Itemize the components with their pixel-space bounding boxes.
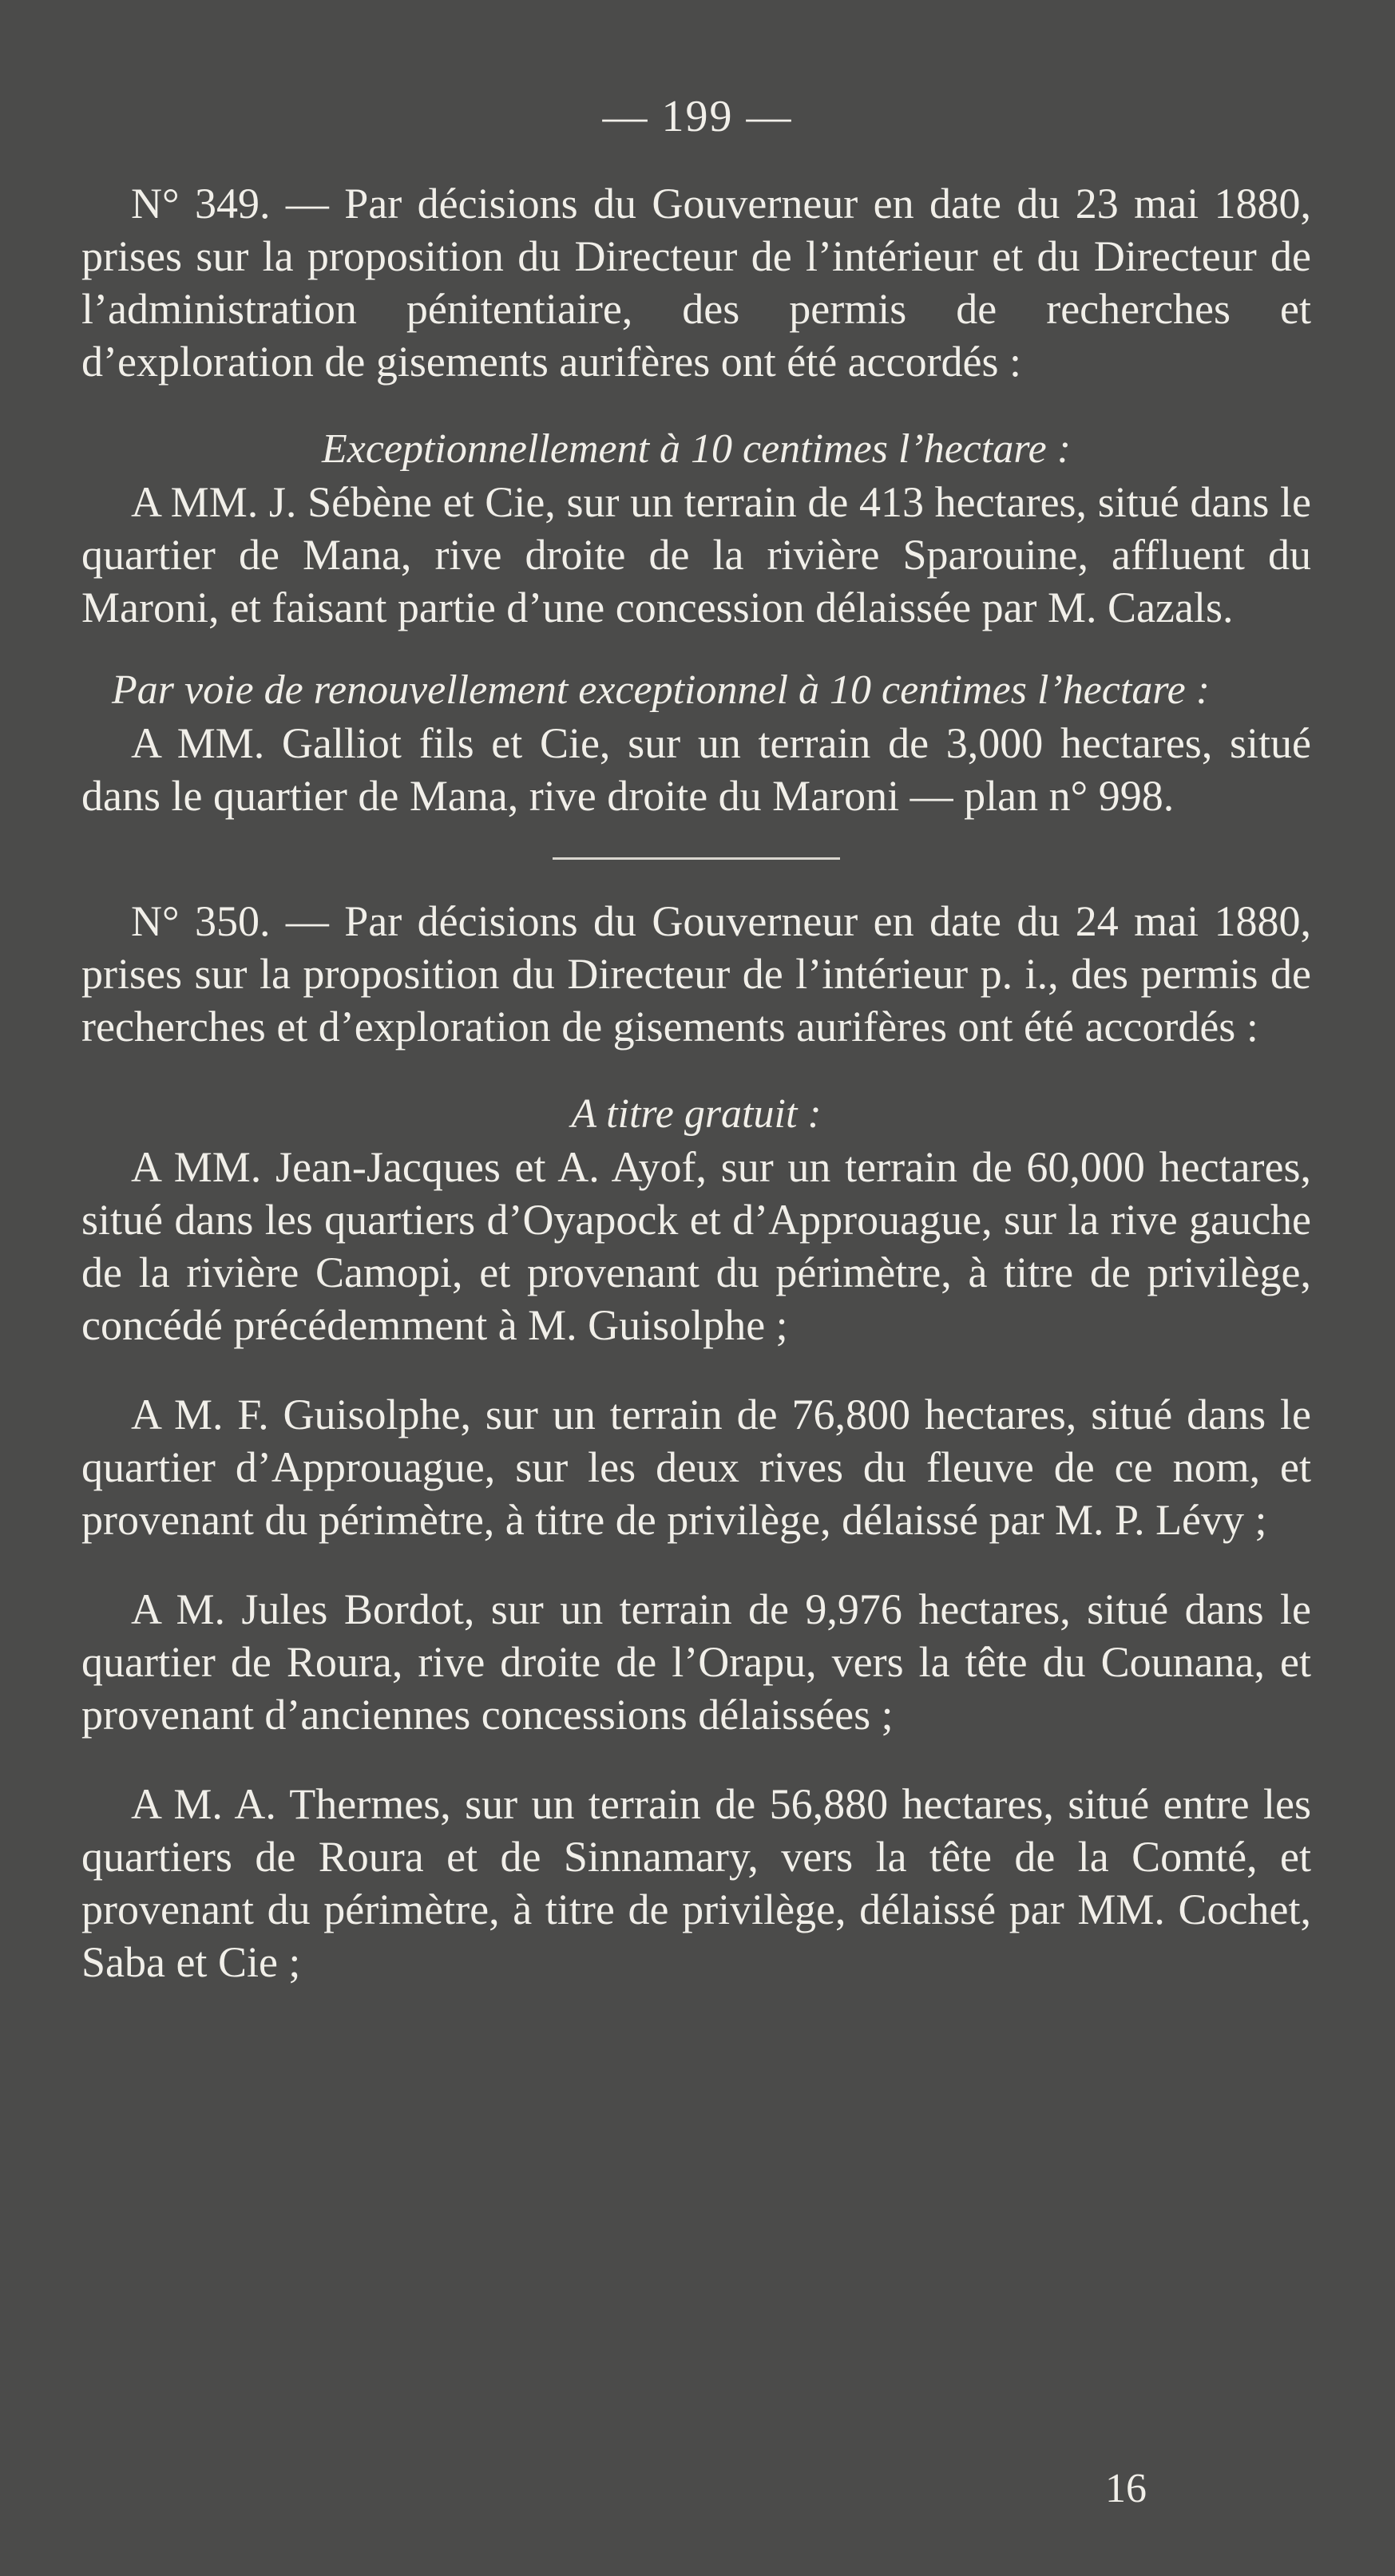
grant-jean-jacques-ayof: A MM. Jean-Jacques et A. Ayof, sur un terrain de 60,000 hectares, situé dans les quartiers d’Oyapock et d’Approuague, sur la rive gauche de la rivière Camopi, et provenant du périmètre, à titre de privilège, concédé précédemment à M. Guisolphe ; xyxy=(81,1143,1311,1349)
section-heading-titre-gratuit: A titre gratuit : xyxy=(571,1091,822,1137)
grant-galliot: A MM. Galliot fils et Cie, sur un terrain de 3,000 hectares, situé dans le quartier de Mana, rive droite du Maroni — plan n° 998. xyxy=(81,719,1311,820)
document-body xyxy=(81,177,1311,1988)
grant-sebene: A MM. J. Sébène et Cie, sur un terrain de 413 hectares, situé dans le quartier de Mana, rive droite de la rivière Sparouine, affluent du Maroni, et faisant partie d’une concession délaissée par M. Cazals. xyxy=(81,478,1311,631)
section-heading-exceptionnellement: Exceptionnellement à 10 centimes l’hectare : xyxy=(321,426,1072,472)
page-number: — 199 — xyxy=(602,92,793,141)
grant-thermes: A M. A. Thermes, sur un terrain de 56,880 hectares, situé entre les quartiers de Roura et de Sinnamary, vers la tête de la Comté, et provenant du périmètre, à titre de privilège, délaissé par MM. Cochet, Saba et Cie ; xyxy=(81,1780,1311,1986)
page-signature: 16 xyxy=(1105,2466,1147,2511)
decision-350-intro: N° 350. — Par décisions du Gouverneur en date du 24 mai 1880, prises sur la proposition du Directeur de l’intérieur p. i., des permis de recherches et d’exploration de gisements aurifères ont été accordés : xyxy=(81,897,1311,1051)
decision-349-intro: N° 349. — Par décisions du Gouverneur en date du 23 mai 1880, prises sur la proposition du Directeur de l’intérieur et du Directeur de l’administration pénitentiaire, des permis de recherches et d’exploration de gisements aurifères ont été accordés : xyxy=(81,180,1311,386)
section-heading-renouvellement: Par voie de renouvellement exceptionnel à 10 centimes l’hectare : xyxy=(112,667,1211,713)
section-divider xyxy=(553,857,840,860)
grant-bordot: A M. Jules Bordot, sur un terrain de 9,976 hectares, situé dans le quartier de Roura, rive droite de l’Orapu, vers la tête du Counana, et provenant d’anciennes concessions délaissées ; xyxy=(81,1585,1311,1739)
grant-guisolphe: A M. F. Guisolphe, sur un terrain de 76,800 hectares, situé dans le quartier d’Approuague, sur les deux rives du fleuve de ce nom, et provenant du périmètre, à titre de privilège, délaissé par M. P. Lévy ; xyxy=(81,1391,1311,1544)
